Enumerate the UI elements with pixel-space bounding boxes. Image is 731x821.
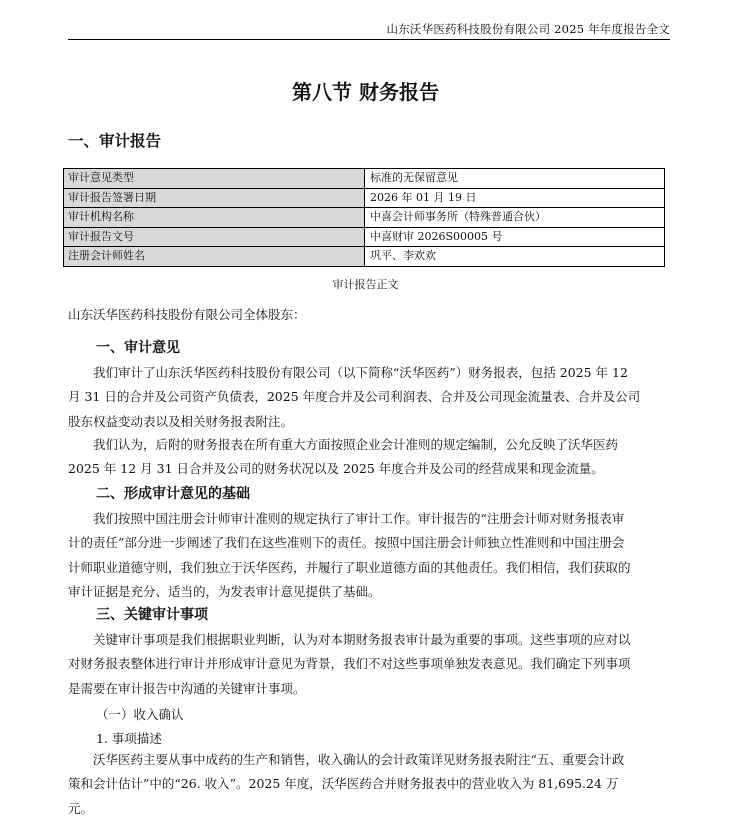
revenue-recognition-heading: （一）收入确认	[96, 707, 184, 722]
text-line: 策和会计估计”中的“26. 收入”。2025 年度，沃华医药合并财务报表中的营业收入为 81,695.24 万	[68, 776, 619, 792]
text-line: 沃华医药主要从事中成药的生产和销售，收入确认的会计政策详见财务报表附注“五、重要会计政	[93, 752, 625, 767]
key-matters-heading: 三、关键审计事项	[96, 607, 208, 623]
table-row	[64, 208, 665, 228]
basis-paragraph	[68, 507, 668, 604]
table-label: 审计报告文号	[64, 227, 365, 247]
text-line: 审计证据是充分、适当的，为发表审计意见提供了基础。	[68, 583, 381, 599]
table-value: 巩平、李欢欢	[365, 247, 665, 267]
header-rule	[68, 39, 670, 40]
table-label: 审计机构名称	[64, 208, 365, 228]
text-line: 2025 年 12 月 31 日合并及公司的财务状况以及 2025 年度合并及公司的经营成果和现金流量。	[68, 461, 604, 477]
table-value: 标准的无保留意见	[365, 169, 665, 189]
table-row	[64, 169, 665, 189]
table-value: 中喜财审 2026S00005 号	[365, 227, 665, 247]
salutation: 山东沃华医药科技股份有限公司全体股东：	[68, 307, 306, 322]
table-label: 注册会计师姓名	[64, 247, 365, 267]
table-row	[64, 247, 665, 267]
text-line: 月 31 日的合并及公司资产负债表，2025 年度合并及公司利润表、合并及公司现金流量表、合并及公司	[68, 389, 641, 405]
text-line: 我们按照中国注册会计师审计准则的规定执行了审计工作。审计报告的“注册会计师对财务报表审	[93, 511, 625, 526]
section-heading-audit-report: 一、审计报告	[68, 132, 162, 150]
key-matters-paragraph	[68, 628, 668, 701]
table-value: 2026 年 01 月 19 日	[365, 188, 665, 208]
text-line: 股东权益变动表以及相关财务报表附注。	[68, 413, 294, 429]
table-caption: 审计报告正文	[332, 278, 399, 291]
page-title: 第八节 财务报告	[292, 80, 439, 104]
text-line: 元。	[68, 800, 94, 816]
table-label: 审计意见类型	[64, 169, 365, 189]
text-line: 计的责任”部分进一步阐述了我们在这些准则下的责任。按照中国注册会计师独立性准则和中国注册会	[68, 535, 625, 551]
table-row	[64, 227, 665, 247]
text-line: 是需要在审计报告中沟通的关键审计事项。	[68, 680, 306, 696]
basis-heading: 二、形成审计意见的基础	[96, 486, 250, 502]
text-line: 对财务报表整体进行审计并形成审计意见为背景，我们不对这些事项单独发表意见。我们确定下列事项	[68, 656, 631, 672]
table-row	[64, 188, 665, 208]
matter-description-paragraph	[68, 748, 668, 821]
table-label: 审计报告签署日期	[64, 188, 365, 208]
text-line: 我们认为，后附的财务报表在所有重大方面按照企业会计准则的规定编制，公允反映了沃华医药	[93, 437, 619, 452]
opinion-paragraph-2	[68, 433, 668, 482]
table-value: 中喜会计师事务所（特殊普通合伙）	[365, 208, 665, 228]
text-line: 关键审计事项是我们根据职业判断，认为对本期财务报表审计最为重要的事项。这些事项的应对以	[93, 632, 631, 647]
text-line: 我们审计了山东沃华医药科技股份有限公司（以下简称“沃华医药”）财务报表，包括 2025 年 12	[93, 365, 628, 380]
running-header: 山东沃华医药科技股份有限公司 2025 年年度报告全文	[386, 22, 670, 36]
audit-info-table	[63, 168, 665, 267]
opinion-heading: 一、审计意见	[96, 340, 180, 356]
text-line: 计师职业道德守则，我们独立于沃华医药，并履行了职业道德方面的其他责任。我们相信，我们获取的	[68, 559, 631, 575]
opinion-paragraph-1	[68, 361, 668, 434]
matter-description-heading: 1. 事项描述	[96, 731, 162, 746]
